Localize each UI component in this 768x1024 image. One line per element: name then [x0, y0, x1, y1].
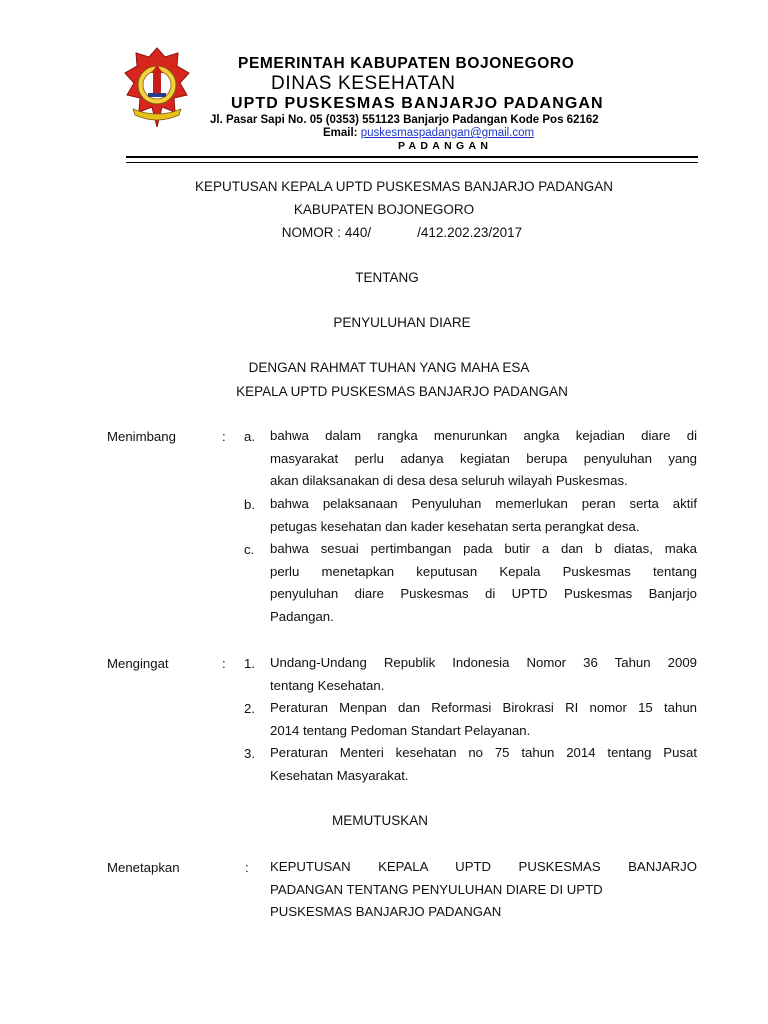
establishing-text [270, 856, 697, 924]
considering-item-b-line: bahwa pelaksanaan Penyuluhan memerlukan peran serta aktif [270, 496, 697, 511]
remembering-item-2 [270, 697, 697, 742]
considering-item-c-line: bahwa sesuai pertimbangan pada butir a dan b diatas, maka [270, 541, 697, 556]
deciding-heading: MEMUTUSKAN [332, 813, 429, 828]
email-link[interactable]: puskesmaspadangan@gmail.com [360, 127, 535, 139]
head-heading: KEPALA UPTD PUSKESMAS BANJARJO PADANGAN [236, 384, 568, 399]
about-heading: TENTANG [355, 270, 419, 285]
remembering-item-1 [270, 652, 697, 697]
establishing-line: PUSKESMAS BANJARJO PADANGAN [270, 904, 502, 920]
considering-colon: : [222, 429, 226, 444]
remembering-colon: : [222, 656, 226, 671]
considering-item-c-line: penyuluhan diare Puskesmas di UPTD Puskesmas Banjarjo [270, 586, 697, 602]
topic-heading: PENYULUHAN DIARE [333, 315, 471, 330]
remembering-item-3-line: Kesehatan Masyarakat. [270, 767, 409, 783]
remembering-item-1-line: Undang-Undang Republik Indonesia Nomor 36 Tahun 2009 [270, 655, 697, 670]
letterhead-government: PEMERINTAH KABUPATEN BOJONEGORO [238, 55, 575, 72]
remembering-item-1-line: tentang Kesehatan. [270, 677, 385, 693]
number-suffix: /412.202.23/2017 [417, 225, 523, 240]
letterhead-address: Jl. Pasar Sapi No. 05 (0353) 551123 Banjarjo Padangan Kode Pos 62162 [210, 114, 599, 126]
considering-item-a [270, 425, 697, 493]
remembering-item-3-marker: 3. [244, 746, 255, 761]
considering-item-c [270, 538, 697, 628]
remembering-item-2-line: Peraturan Menpan dan Reformasi Birokrasi RI nomor 15 tahun [270, 700, 697, 715]
letterhead-place: PADANGAN [398, 140, 493, 152]
establishing-line: KEPUTUSAN KEPALA UPTD PUSKESMAS BANJARJO [270, 859, 697, 874]
considering-item-a-line: akan dilaksanakan di desa desa seluruh wilayah Puskesmas. [270, 473, 628, 489]
letterhead-unit: UPTD PUSKESMAS BANJARJO PADANGAN [231, 95, 604, 112]
remembering-item-3 [270, 742, 697, 787]
considering-item-b-line: petugas kesehatan dan kader kesehatan serta perangkat desa. [270, 518, 640, 534]
remembering-item-3-line: Peraturan Menteri kesehatan no 75 tahun 2014 tentang Pusat [270, 745, 697, 760]
letterhead-email-line [323, 127, 534, 139]
number-label: NOMOR : [281, 225, 342, 240]
regency-title: KABUPATEN BOJONEGORO [293, 202, 475, 217]
establishing-label: Menetapkan [107, 860, 180, 875]
decree-title: KEPUTUSAN KEPALA UPTD PUSKESMAS BANJARJO PADANGAN [194, 179, 614, 194]
considering-item-a-line: masyarakat perlu adanya kegiatan berupa penyuluhan yang [270, 450, 697, 466]
letterhead-divider-thick [126, 156, 698, 158]
establishing-line: PADANGAN TENTANG PENYULUHAN DIARE DI UPTD [270, 881, 603, 897]
grace-heading: DENGAN RAHMAT TUHAN YANG MAHA ESA [248, 360, 530, 375]
email-label: Email: [323, 127, 358, 139]
considering-item-b-marker: b. [244, 497, 255, 512]
considering-label: Menimbang [107, 429, 176, 444]
decree-number [18, 225, 768, 240]
establishing-colon: : [245, 860, 249, 875]
remembering-label: Mengingat [107, 656, 169, 671]
number-prefix: 440/ [344, 225, 372, 240]
considering-item-c-marker: c. [244, 542, 255, 557]
remembering-item-2-marker: 2. [244, 701, 255, 716]
considering-item-b [270, 493, 697, 538]
remembering-item-1-marker: 1. [244, 656, 255, 671]
considering-item-c-line: Padangan. [270, 608, 334, 624]
remembering-item-2-line: 2014 tentang Pedoman Standart Pelayanan. [270, 722, 531, 738]
letterhead-divider-thin [126, 162, 698, 163]
considering-item-a-line: bahwa dalam rangka menurunkan angka kejadian diare di [270, 428, 697, 443]
district-logo-icon [124, 47, 190, 129]
letterhead-department: DINAS KESEHATAN [271, 73, 456, 94]
considering-item-c-line: perlu menetapkan keputusan Kepala Puskesmas tentang [270, 563, 697, 579]
considering-item-a-marker: a. [244, 429, 255, 444]
